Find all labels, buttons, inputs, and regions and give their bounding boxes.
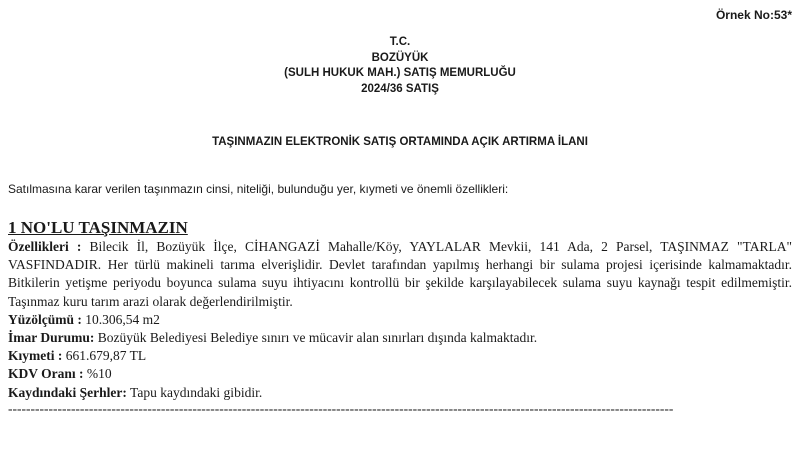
header-line-office: (SULH HUKUK MAH.) SATIŞ MEMURLUĞU [284,67,516,79]
annotations-label: Kaydındaki Şerhler: [8,384,127,400]
area-label: Yüzölçümü : [8,311,82,327]
area-value: 10.306,54 m2 [85,311,160,327]
property-section [8,218,792,416]
property-zoning [8,329,792,347]
vat-label: KDV Oranı : [8,366,84,382]
header-line-tc: T.C. [389,36,411,48]
intro-text: Satılmasına karar verilen taşınmazın cinsi, niteliği, bulunduğu yer, kıymeti ve önemli özellikleri: [8,182,509,196]
features-label: Özellikleri : [8,239,82,254]
features-value: Bilecik İl, Bozüyük İlçe, CİHANGAZİ Mahalle/Köy, YAYLALAR Mevkii, 141 Ada, 2 Parsel, TAŞINMAZ "TARLA" VASFINDADIR. Her türlü makineli tarıma elverişlidir. Devlet tarafından yapılmış herhangi bir sulama projesi içerisinde kalmamaktadır. Bitkilerin yetişme periyodu boyunca sulama suyu ihtiyacını kontrollü bir şekilde karşılayabilecek sulama suyu kaynağı tespit edilmemiştir. Taşınmaz kuru tarım arazi olarak değerlendirilmiştir. [8,239,792,309]
section-divider: ---------------------------------------------------------------------------------------------------------------------------------------------------- [8,400,674,416]
property-annotations [8,384,792,402]
sample-number: Örnek No:53* [715,8,792,22]
property-vat [8,365,792,383]
header-line-case: 2024/36 SATIŞ [361,82,439,95]
property-features [8,238,792,311]
announcement-title: TAŞINMAZIN ELEKTRONİK SATIŞ ORTAMINDA AÇIK ARTIRMA İLANI [212,136,588,148]
value-label: Kıymeti : [8,348,63,364]
property-heading: 1 NO'LU TAŞINMAZIN [8,218,188,237]
property-value [8,347,792,365]
annotations-value: Tapu kaydındaki gibidir. [130,384,263,400]
property-area [8,311,792,329]
zoning-label: İmar Durumu: [8,330,95,346]
vat-value: %10 [86,366,112,382]
zoning-value: Bozüyük Belediyesi Belediye sınırı ve mücavir alan sınırları dışında kalmaktadır. [97,330,538,346]
header-line-city: BOZÜYÜK [371,51,429,64]
value-amount: 661.679,87 TL [65,348,147,364]
document-header [0,35,800,97]
